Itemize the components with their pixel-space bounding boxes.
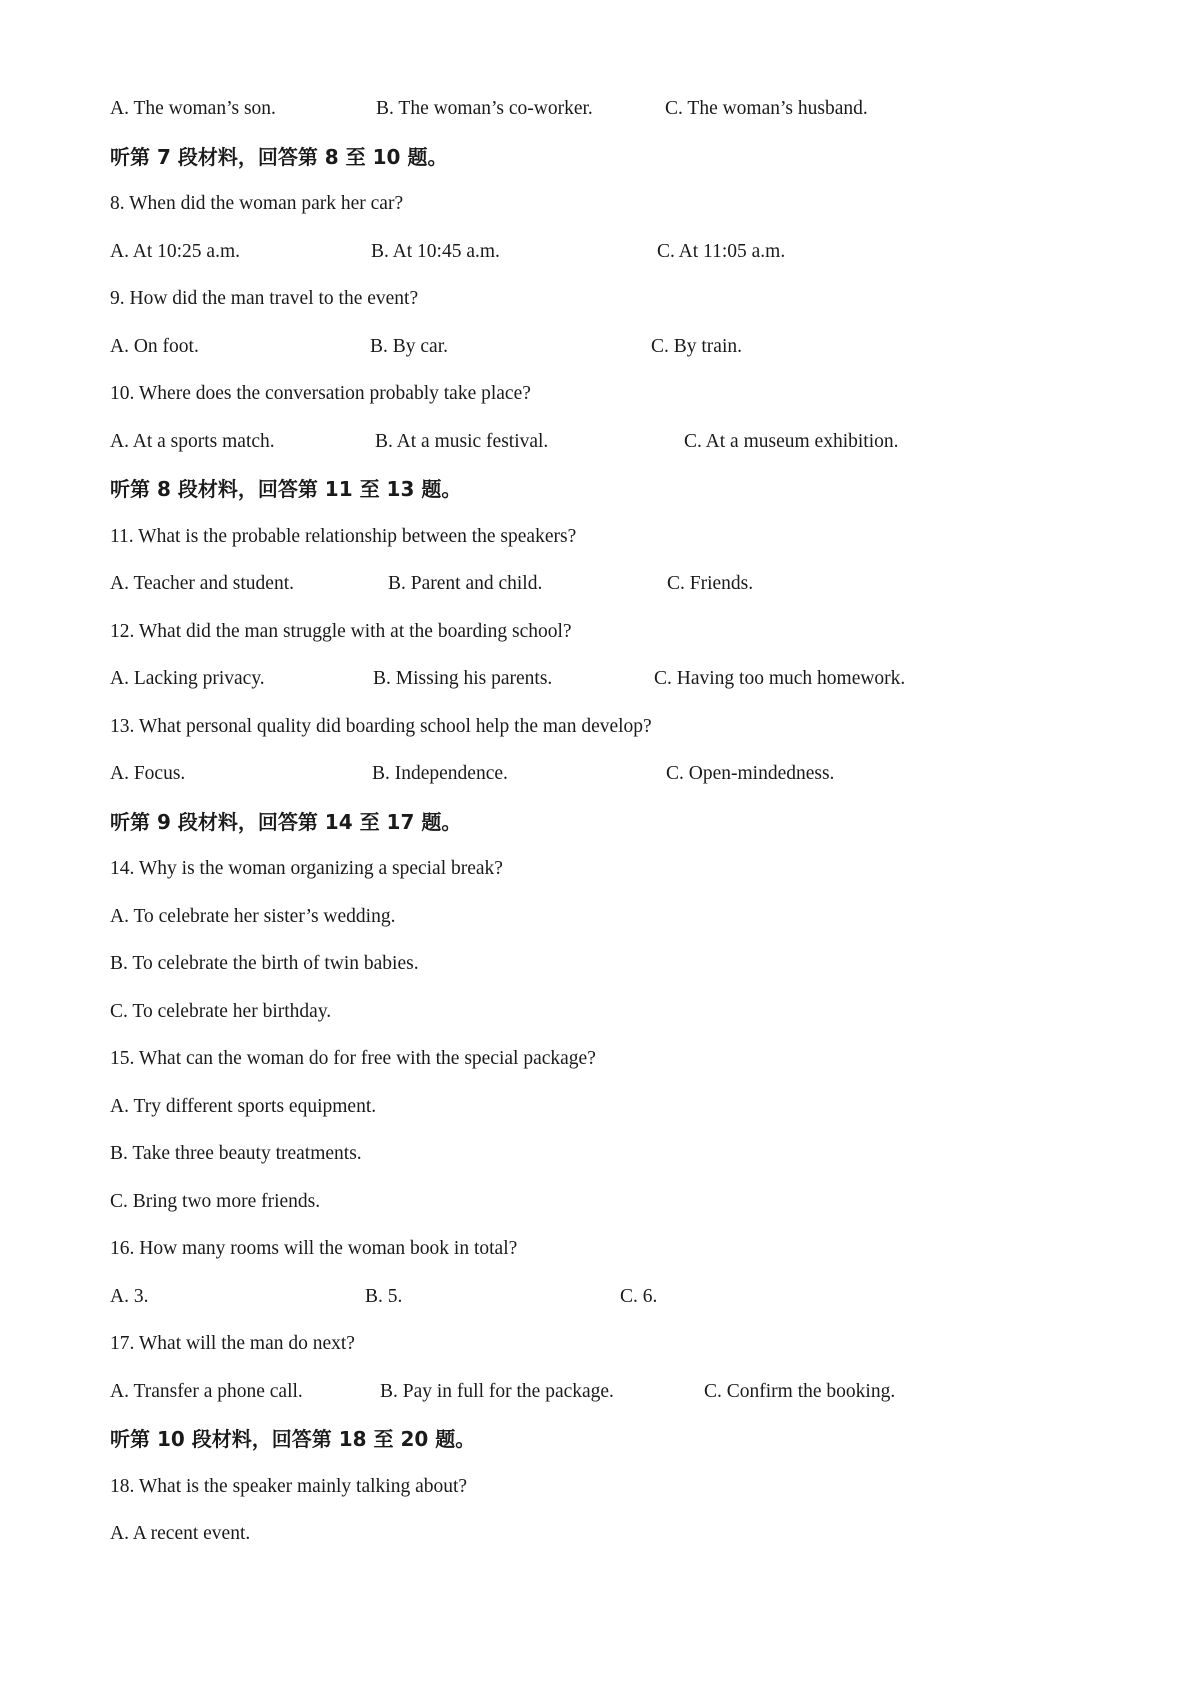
q9-option-a: A. On foot.	[110, 335, 199, 357]
q15-question: 15. What can the woman do for free with the special package?	[110, 1048, 596, 1069]
q10-option-b: B. At a music festival.	[375, 430, 549, 452]
q15-option-c: C. Bring two more friends.	[110, 1190, 321, 1212]
q13-option-a: A. Focus.	[110, 763, 186, 784]
q12-option-c: C. Having too much homework.	[654, 668, 906, 689]
q17-option-c: C. Confirm the booking.	[704, 1380, 896, 1402]
q12-option-b: B. Missing his parents.	[373, 668, 553, 689]
q11-option-b: B. Parent and child.	[388, 573, 543, 594]
q12-options	[110, 668, 1110, 716]
q10-options	[110, 431, 1110, 479]
q8-option-c: C. At 11:05 a.m.	[657, 240, 786, 262]
q8-option-b: B. At 10:45 a.m.	[371, 240, 500, 262]
q7-option-c: C. The woman’s husband.	[665, 98, 868, 119]
q14-option-a: A. To celebrate her sister’s wedding.	[110, 905, 396, 927]
q16-question: 16. How many rooms will the woman book in total?	[110, 1238, 518, 1259]
section-8-heading: 听第 8 段材料，回答第 11 至 13 题。	[110, 477, 462, 501]
q17-options	[110, 1381, 1110, 1429]
q10-option-c: C. At a museum exhibition.	[684, 430, 899, 452]
q16-options	[110, 1286, 1110, 1334]
q14-option-c: C. To celebrate her birthday.	[110, 1000, 332, 1022]
q16-option-b: B. 5.	[365, 1285, 403, 1307]
q13-question: 13. What personal quality did boarding school help the man develop?	[110, 715, 652, 737]
q10-option-a: A. At a sports match.	[110, 430, 275, 452]
q7-options	[110, 98, 1110, 146]
q16-option-c: C. 6.	[620, 1285, 658, 1307]
q16-option-a: A. 3.	[110, 1285, 149, 1307]
q14-option-b: B. To celebrate the birth of twin babies.	[110, 953, 419, 974]
exam-page	[110, 98, 1110, 1571]
q11-option-a: A. Teacher and student.	[110, 573, 295, 594]
q11-option-c: C. Friends.	[667, 573, 754, 594]
q17-question: 17. What will the man do next?	[110, 1333, 355, 1354]
q7-option-b: B. The woman’s co-worker.	[376, 98, 593, 119]
section-7-heading: 听第 7 段材料，回答第 8 至 10 题。	[110, 144, 448, 169]
q9-option-c: C. By train.	[651, 335, 742, 357]
q17-option-b: B. Pay in full for the package.	[380, 1380, 614, 1402]
q8-options	[110, 241, 1110, 289]
q7-option-a: A. The woman’s son.	[110, 98, 276, 119]
q12-option-a: A. Lacking privacy.	[110, 668, 265, 689]
q13-options	[110, 763, 1110, 811]
q11-options	[110, 573, 1110, 621]
section-9-heading: 听第 9 段材料，回答第 14 至 17 题。	[110, 809, 462, 834]
q18-question: 18. What is the speaker mainly talking about?	[110, 1475, 468, 1497]
q8-question: 8. When did the woman park her car?	[110, 193, 404, 214]
section-10-heading: 听第 10 段材料，回答第 18 至 20 题。	[110, 1427, 476, 1451]
q18-option-a: A. A recent event.	[110, 1523, 251, 1544]
q11-question: 11. What is the probable relationship between the speakers?	[110, 525, 577, 547]
q9-option-b: B. By car.	[370, 335, 448, 357]
q10-question: 10. Where does the conversation probably take place?	[110, 383, 531, 404]
q13-option-b: B. Independence.	[372, 763, 508, 784]
q9-question: 9. How did the man travel to the event?	[110, 288, 419, 309]
q13-option-c: C. Open-mindedness.	[666, 763, 835, 784]
q8-option-a: A. At 10:25 a.m.	[110, 240, 240, 262]
q12-question: 12. What did the man struggle with at the boarding school?	[110, 620, 572, 642]
q15-option-a: A. Try different sports equipment.	[110, 1095, 377, 1117]
q14-question: 14. Why is the woman organizing a special break?	[110, 858, 503, 879]
q15-option-b: B. Take three beauty treatments.	[110, 1143, 362, 1164]
q9-options	[110, 336, 1110, 384]
q17-option-a: A. Transfer a phone call.	[110, 1380, 303, 1402]
